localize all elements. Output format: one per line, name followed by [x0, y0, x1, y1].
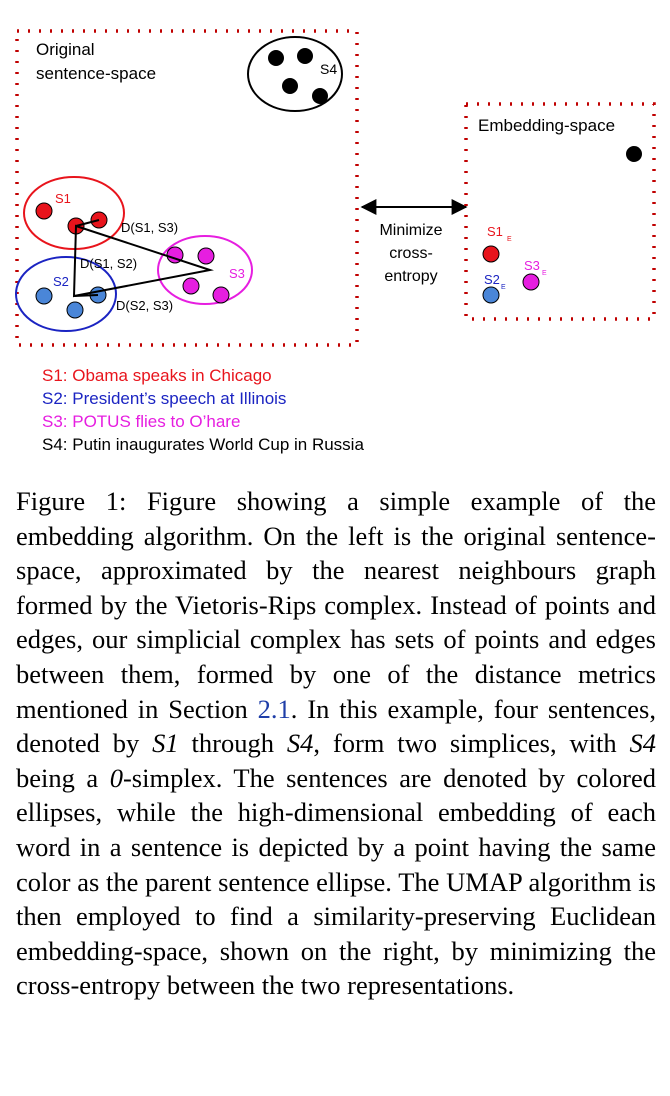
- original-space-label-line1: Original: [36, 40, 95, 59]
- s2-embedding-subscript: E: [501, 284, 506, 291]
- legend-s1: S1: Obama speaks in Chicago: [42, 366, 272, 385]
- s4-point: [297, 48, 313, 64]
- s3-label: S3: [229, 266, 245, 281]
- s3-point: [213, 287, 229, 303]
- s2-point: [67, 302, 83, 318]
- s1-label: S1: [55, 191, 71, 206]
- simplex-edge: [74, 295, 98, 296]
- s1-embedding-point: [483, 246, 499, 262]
- s2-point: [36, 288, 52, 304]
- section-reference-link[interactable]: 2.1: [257, 693, 291, 724]
- arrow-label-line3: entropy: [384, 268, 438, 285]
- s2-label: S2: [53, 274, 69, 289]
- s1-embedding-subscript: E: [507, 236, 512, 243]
- s1-embedding-label: S1: [487, 224, 503, 239]
- s4-point: [312, 88, 328, 104]
- s3-embedding-subscript: E: [542, 270, 547, 277]
- s4-embedding-point: [626, 146, 642, 162]
- s4-point: [282, 78, 298, 94]
- s1-point: [36, 203, 52, 219]
- s4-point: [268, 50, 284, 66]
- s2-embedding-point: [483, 287, 499, 303]
- figure: [0, 0, 670, 470]
- d12-label: D(S1, S2): [80, 256, 138, 271]
- s3-embedding-label: S3: [524, 258, 540, 273]
- legend-s3: S3: POTUS flies to O’hare: [42, 412, 241, 431]
- arrow-label-line1: Minimize: [379, 222, 443, 239]
- original-space-label-line2: sentence-space: [36, 64, 157, 83]
- d13-label: D(S1, S3): [121, 220, 179, 235]
- legend: [42, 364, 364, 456]
- figure-caption: Figure 1: Figure showing a simple example of the embedding algorithm. On the left is the original sentence-space, approximated by the nearest neighbours graph formed by the Vietoris-Rips complex. Instead of points and edges, our simplicial complex has sets of points and edges between them, formed by one of the distance metrics mentioned in Section 2.1. In this example, four sentences, denoted by S1 through S4, form two simplices, with S4 being a 0-simplex. The sentences are denoted by colored ellipses, while the high-dimensional embedding of each word in a sentence is depicted by a point having the same color as the parent sentence ellipse. The UMAP algorithm is then employed to find a similarity-preserving Euclidean embedding-space, shown on the right, by minimizing the cross-entropy between the two representations.: [16, 486, 656, 1001]
- s3-embedding-point: [523, 274, 539, 290]
- legend-s2: S2: President’s speech at Illinois: [42, 389, 287, 408]
- s3-point: [183, 278, 199, 294]
- s4-label: S4: [320, 61, 338, 77]
- embedding-space-label: Embedding-space: [478, 116, 616, 135]
- s2-embedding-label: S2: [484, 272, 500, 287]
- arrow-label-line2: cross-: [389, 245, 433, 262]
- legend-s4: S4: Putin inaugurates World Cup in Russia: [42, 435, 364, 454]
- d23-label: D(S2, S3): [116, 298, 174, 313]
- s3-point: [198, 248, 214, 264]
